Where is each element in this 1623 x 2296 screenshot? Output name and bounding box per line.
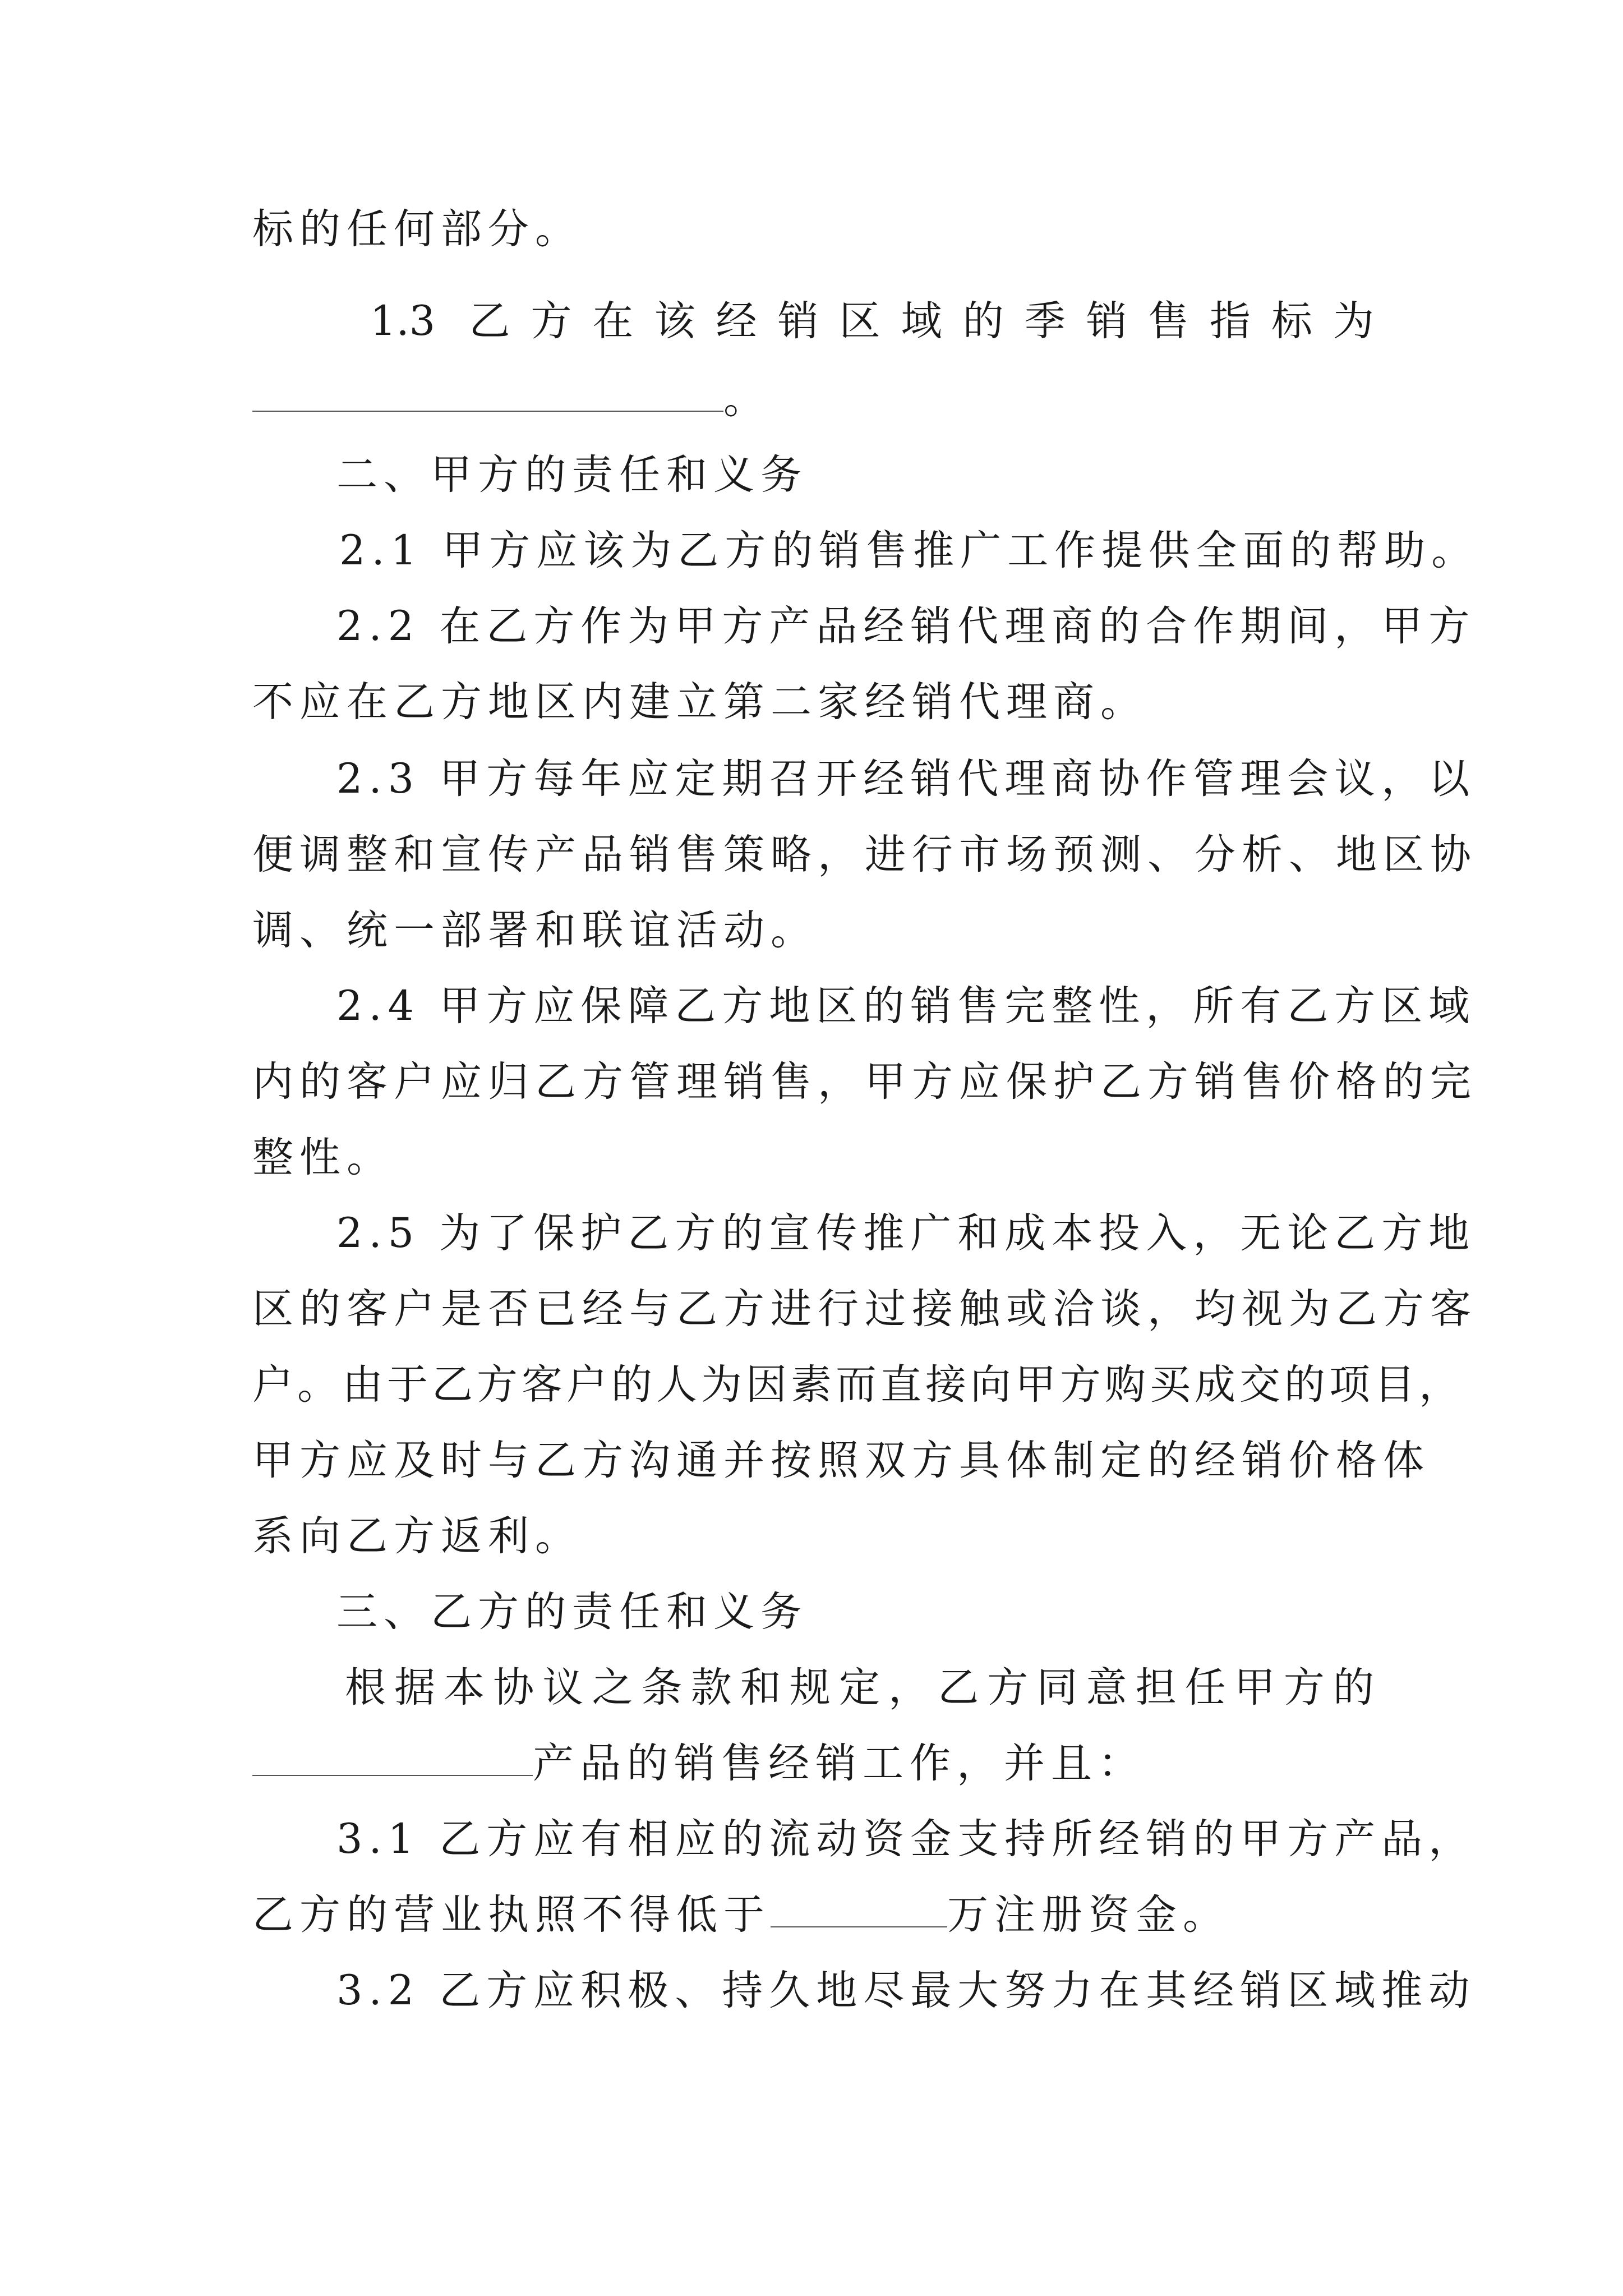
fill-in-blank xyxy=(252,411,723,412)
section-heading-3: 三、乙方的责任和义务 xyxy=(336,1588,808,1636)
text-line: 。 xyxy=(723,375,771,423)
clause-2-1: 2.1 甲方应该为乙方的销售推广工作提供全面的帮助。 xyxy=(339,527,1479,574)
text-line: 产品的销售经销工作，并且： xyxy=(533,1740,1145,1787)
section-heading-2: 二、甲方的责任和义务 xyxy=(336,451,808,499)
text-line: 万注册资金。 xyxy=(947,1891,1230,1939)
clause-3-1: 3.1 乙方应有相应的流动资金支持所经销的甲方产品， xyxy=(336,1815,1476,1863)
text-line: 户。由于乙方客户的人为因素而直接向甲方购买成交的项目， xyxy=(252,1361,1464,1409)
clause-3-2: 3.2 乙方应积极、持久地尽最大努力在其经销区域推动 xyxy=(336,1967,1476,2014)
text-line: 不应在乙方地区内建立第二家经销代理商。 xyxy=(252,678,1147,726)
capital-line xyxy=(252,1891,1230,1939)
clause-2-2: 2.2 在乙方作为甲方产品经销代理商的合作期间，甲方 xyxy=(336,602,1476,650)
text-line: 便调整和宣传产品销售策略，进行市场预测、分析、地区协 xyxy=(252,831,1477,878)
text-line: 内的客户应归乙方管理销售，甲方应保护乙方销售价格的完 xyxy=(252,1058,1477,1106)
blank-line-target xyxy=(252,375,771,423)
text-line: 标的任何部分。 xyxy=(252,205,582,253)
fill-in-blank xyxy=(252,1775,533,1776)
text-line: 甲方应及时与乙方沟通并按照双方具体制定的经销价格体 xyxy=(252,1437,1430,1484)
text-line: 整性。 xyxy=(252,1134,394,1181)
clause-1-3: 1.3 乙方在该经销区域的季销售指标为 xyxy=(370,297,1374,345)
text-line: 区的客户是否已经与乙方进行过接触或洽谈，均视为乙方客 xyxy=(252,1285,1477,1333)
clause-2-3: 2.3 甲方每年应定期召开经销代理商协作管理会议，以 xyxy=(336,755,1476,803)
text-line: 乙方的营业执照不得低于 xyxy=(252,1891,771,1939)
fill-in-blank xyxy=(771,1926,947,1927)
text-line: 调、统一部署和联谊活动。 xyxy=(252,907,818,954)
agreement-intro: 根据本协议之条款和规定，乙方同意担任甲方的 xyxy=(345,1664,1374,1711)
text-line: 系向乙方返利。 xyxy=(252,1512,582,1560)
product-line xyxy=(252,1740,1145,1787)
clause-2-5: 2.5 为了保护乙方的宣传推广和成本投入，无论乙方地 xyxy=(336,1209,1476,1257)
clause-2-4: 2.4 甲方应保障乙方地区的销售完整性，所有乙方区域 xyxy=(336,982,1476,1030)
